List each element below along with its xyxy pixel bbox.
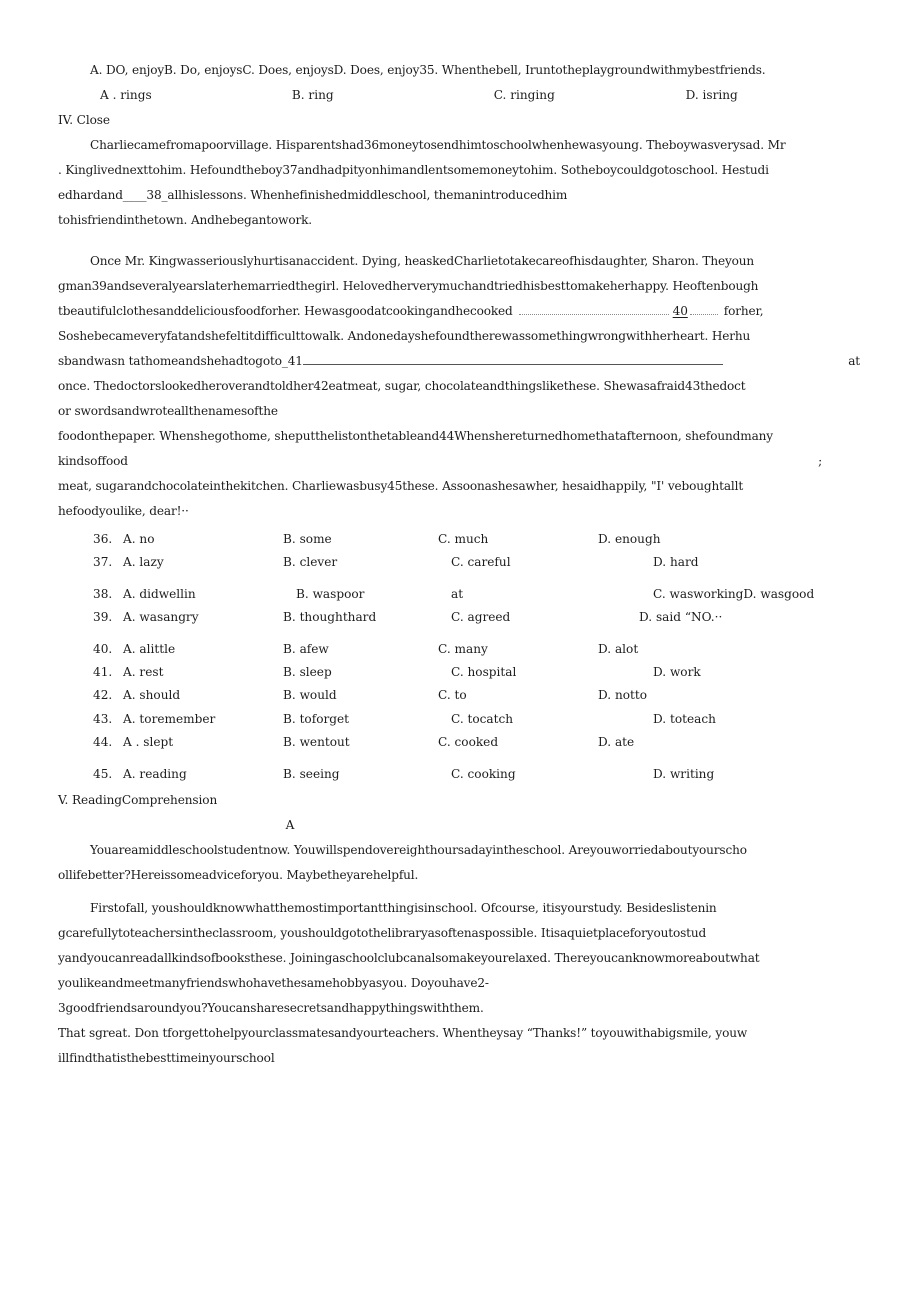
mcq-44-option-b[interactable]: B. wentout [283,735,350,750]
cloze-paragraph2-line7: or swordsandwroteallthenamesofthe [58,404,278,418]
mcq-40-option-b[interactable]: B. afew [283,641,329,656]
mcq-row-41 [93,661,860,684]
mcq-37-option-a[interactable]: A. lazy [123,555,164,570]
question-35-options-row [60,83,860,108]
mcq-row-42 [93,684,860,707]
stray-semicolon: ; [818,454,822,468]
blank-40-number: 40 [672,304,688,318]
mcq-number-42: 42. [93,688,113,703]
mcq-38-option-at-fragment: at [451,586,464,601]
mcq-row-40 [93,638,860,661]
mcq-36-option-a[interactable]: A. no [123,532,155,546]
mcq-number-43: 43. [93,711,113,726]
reading-paragraph1-line2: ollifebetter?Hereissomeadviceforyou. Maybetheyarehelpful. [58,868,419,883]
question-34-options-line: A. DO, enjoyB. Do, enjoysC. Does, enjoysD. Does, enjoy35. Whenthebell, Iruntotheplaygroundwithmybestfriends. [90,63,766,77]
mcq-43-option-b[interactable]: B. toforget [283,711,350,726]
reading-paragraph2-line5: 3goodfriendsaroundyou?Youcansharesecretsandhappythingswiththem. [58,1001,484,1016]
reading-paragraph2-line2: gcarefullytoteachersintheclassroom, youshouldgotothelibraryasoftenaspossible. Itisaquietplaceforyoutostud [58,926,707,941]
mcq-number-36: 36. [93,532,113,546]
mcq-row-45 [93,763,860,786]
mcq-42-option-b[interactable]: B. would [283,688,337,703]
section-heading-reading: V. ReadingComprehension [58,793,218,808]
reading-paragraph3-line1: That sgreat. Don tforgettohelpyourclassmatesandyourteachers. Whentheysay “Thanks!” toyouwithabigsmile, youw [58,1026,748,1041]
option-b-q35[interactable]: B. ring [291,88,334,102]
mcq-40-option-a[interactable]: A. alittle [123,641,176,656]
mcq-40-option-d[interactable]: D. alot [598,641,639,656]
cloze-answer-options-list [60,528,860,786]
mcq-41-option-a[interactable]: A. rest [123,665,164,680]
mcq-36-option-c[interactable]: C. much [438,532,489,546]
mcq-43-option-c[interactable]: C. tocatch [451,711,514,726]
mcq-38-option-b[interactable]: B. waspoor [296,586,365,601]
mcq-39-option-d[interactable]: D. said “NO.·· [639,610,723,625]
cloze-text-after-blank40: forher, [723,304,764,318]
mcq-39-option-c[interactable]: C. agreed [451,610,511,625]
mcq-row-38 [93,583,860,606]
reading-paragraph1-line1: Youareamiddleschoolstudentnow. Youwillspendovereighthoursadayintheschool. Areyouworriedaboutyourscho [90,843,747,858]
mcq-row-39 [93,606,860,629]
mcq-44-option-c[interactable]: C. cooked [438,735,499,750]
mcq-39-option-a[interactable]: A. wasangry [123,610,199,625]
mcq-45-option-b[interactable]: B. seeing [283,766,340,781]
mcq-number-38: 38. [93,586,113,601]
mcq-45-option-c[interactable]: C. cooking [451,766,516,781]
cloze-paragraph2-line11: hefoodyoulike, dear!·· [58,504,189,518]
blank-40-rule-left[interactable] [519,302,669,315]
mcq-43-option-d[interactable]: D. toteach [653,711,716,726]
cloze-text-before-blank41: sbandwasn tathomeandshehadtogoto_41 [58,354,303,368]
cloze-paragraph2-line6: once. Thedoctorslookedheroverandtoldher42eatmeat, sugar, chocolateandthingslikethese. Shewasafraid43thedoct [58,379,746,393]
mcq-41-option-b[interactable]: B. sleep [283,665,332,680]
cloze-paragraph1-line2: . Kinglivednexttohim. Hefoundtheboy37andhadpityonhimandlentsomemoneytohim. Sotheboycouldgotoschool. Hestudi [58,163,769,177]
mcq-number-40: 40. [93,641,113,656]
reading-paragraph2-line1: Firstofall, youshouldknowwhatthemostimportantthingisinschool. Ofcourse, itisyourstudy. Besideslistenin [90,901,717,916]
option-d-q35[interactable]: D. isring [685,88,738,102]
mcq-38-option-a[interactable]: A. didwellin [123,586,196,601]
mcq-37-option-c[interactable]: C. careful [451,555,511,570]
cloze-paragraph2-line4: Soshebecameveryfatandshefeltitdifficulttowalk. Andonedayshefoundtherewassomethingwrongwithherheart. Herhu [58,329,751,343]
mcq-39-option-b[interactable]: B. thoughthard [283,610,377,625]
mcq-41-option-c[interactable]: C. hospital [451,665,517,680]
blank-40-rule-right[interactable] [690,302,718,315]
mcq-number-39: 39. [93,610,113,625]
mcq-37-option-b[interactable]: B. clever [283,555,338,570]
mcq-45-option-a[interactable]: A. reading [123,766,187,781]
reading-paragraph2-line3: yandyoucanreadallkindsofbooksthese. Joiningaschoolclubcanalsomakeyourelaxed. Thereyoucanknowmoreaboutwhat [58,951,760,966]
option-c-q35[interactable]: C. ringing [493,88,555,102]
mcq-43-option-a[interactable]: A. toremember [123,711,216,726]
mcq-number-44: 44. [93,735,113,750]
mcq-38-option-cd[interactable]: C. wasworkingD. wasgood [653,586,815,601]
reading-paragraph2-line4: youlikeandmeetmanyfriendswhohavethesamehobbyasyou. Doyouhave2- [58,976,489,991]
section-heading-cloze: IV. Close [58,113,110,127]
cloze-paragraph2-line5 [58,349,860,374]
mcq-44-option-a[interactable]: A . slept [123,735,174,750]
mcq-row-36 [93,528,860,551]
cloze-paragraph1-line3: edhardand____38_allhislessons. Whenhefinishedmiddleschool, themanintroducedhim [58,188,568,202]
mcq-number-37: 37. [93,555,113,570]
cloze-paragraph2-line2: gman39andseveralyearslaterhemarriedthegirl. Helovedherverymuchandtriedhisbesttomakeherhappy. Heoftenbough [58,279,759,293]
cloze-paragraph2-line10: meat, sugarandchocolateinthekitchen. Charliewasbusy45these. Assoonashesawher, hesaidhappily, "I' veboughtallt [58,479,744,493]
cloze-paragraph2-line1: Once Mr. Kingwasseriouslyhurtisanaccident. Dying, heaskedCharlietotakecareofhisdaughter, Sharon. Theyoun [90,254,755,268]
cloze-text-kindsoffood: kindsoffood [58,454,128,468]
mcq-37-option-d[interactable]: D. hard [653,555,699,570]
mcq-44-option-d[interactable]: D. ate [598,735,635,750]
cloze-paragraph2-line3 [58,299,860,324]
mcq-number-41: 41. [93,665,113,680]
mcq-row-37 [93,551,860,574]
cloze-paragraph1-line4: tohisfriendinthetown. Andhebegantowork. [58,213,312,227]
mcq-40-option-c[interactable]: C. many [438,641,488,656]
mcq-number-45: 45. [93,766,113,781]
mcq-42-option-d[interactable]: D. notto [598,688,648,703]
cloze-paragraph1-line1: Charliecamefromapoorvillage. Hisparentshad36moneytosendhimtoschoolwhenhewasyoung. Theboywasverysad. Mr [90,138,786,152]
reading-paragraph3-line2: illfindthatisthebesttimeinyourschool [58,1051,275,1066]
mcq-36-option-b[interactable]: B. some [283,532,332,546]
document-content [60,58,860,1071]
passage-label-a: A [285,818,295,833]
mcq-42-option-c[interactable]: C. to [438,688,467,703]
blank-41-rule[interactable] [303,352,723,365]
mcq-45-option-d[interactable]: D. writing [653,766,715,781]
cloze-text-trailing-at: at [848,354,860,368]
mcq-row-43 [93,708,860,731]
cloze-paragraph2-line9 [58,449,860,474]
cloze-paragraph2-line8: foodonthepaper. Whenshegothome, sheputthelistonthetableand44Whenshereturnedhomethatafternoon, shefoundmany [58,429,773,443]
cloze-text-before-blank40: tbeautifulclothesanddeliciousfoodforher. Hewasgoodatcookingandhecooked [58,304,513,318]
mcq-41-option-d[interactable]: D. work [653,665,701,680]
mcq-36-option-d[interactable]: D. enough [598,532,661,546]
mcq-row-44 [93,731,860,754]
option-a-q35[interactable]: A . rings [100,88,152,102]
mcq-42-option-a[interactable]: A. should [123,688,181,703]
